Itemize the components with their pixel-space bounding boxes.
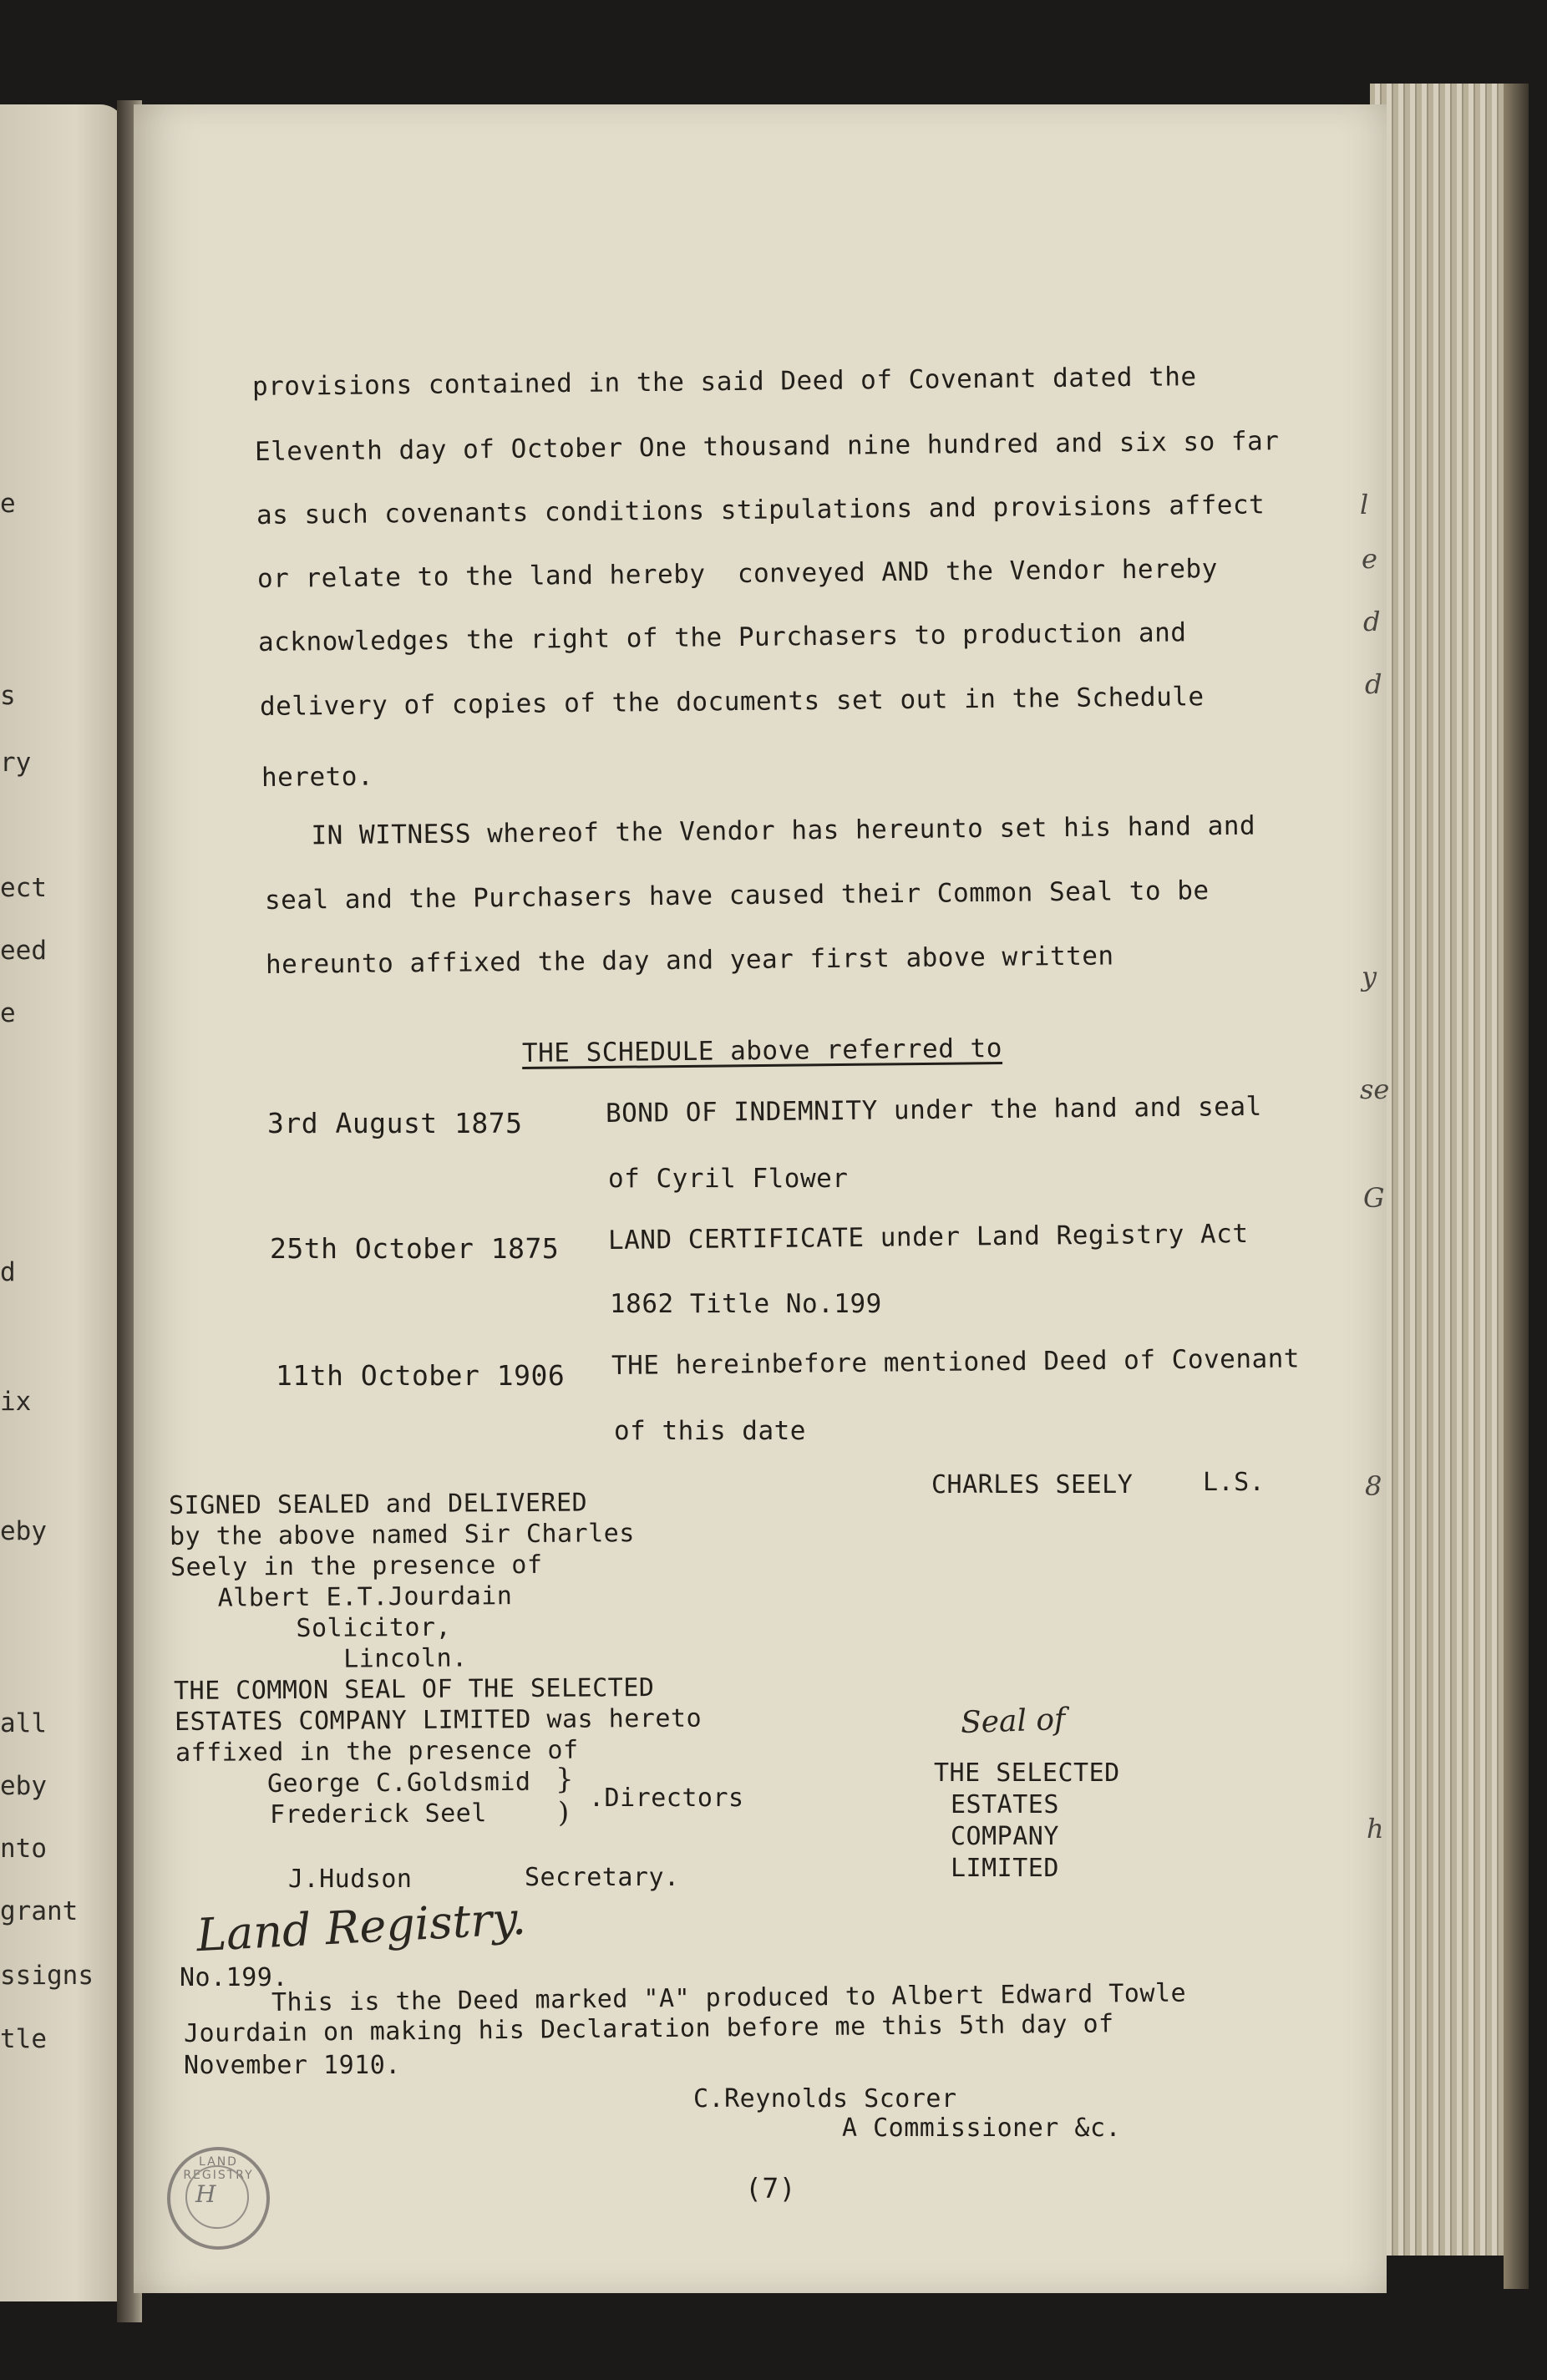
schedule-description: of Cyril Flower (608, 1164, 849, 1194)
schedule-description: of this date (614, 1416, 806, 1446)
body-line: IN WITNESS whereof the Vendor has hereunto set his hand and (262, 810, 1256, 851)
left-page-fragment: ry (0, 748, 32, 778)
body-line: hereunto affixed the day and year first above written (265, 941, 1114, 980)
left-page-fragment: grant (0, 1896, 79, 1926)
document-page (134, 104, 1390, 2293)
seal-line: COMPANY (951, 1822, 1059, 1851)
schedule-date: 3rd August 1875 (267, 1107, 523, 1139)
schedule-description: LAND CERTIFICATE under Land Registry Act (607, 1218, 1249, 1256)
schedule-date: 11th October 1906 (276, 1359, 566, 1392)
signed-line: Albert E.T.Jourdain (170, 1581, 513, 1613)
stamp-text: LAND REGISTRY (183, 2155, 254, 2182)
left-page (0, 104, 125, 2301)
body-line: delivery of copies of the documents set out in the Schedule (259, 682, 1205, 722)
margin-mark: h (1367, 1813, 1384, 1845)
page-number: (7) (745, 2172, 797, 2205)
body-line: Eleventh day of October One thousand nine hundred and six so far (254, 426, 1280, 467)
common-seal-line: THE COMMON SEAL OF THE SELECTED (173, 1672, 655, 1706)
margin-mark: d (1365, 668, 1382, 700)
land-registry-stamp (167, 2147, 270, 2250)
schedule-description: 1862 Title No.199 (610, 1289, 882, 1319)
seal-script: Seal of (960, 1702, 1067, 1741)
schedule-description: THE hereinbefore mentioned Deed of Covenant (611, 1343, 1301, 1381)
left-page-fragment: d (0, 1257, 16, 1287)
director-name: Frederick Seel (269, 1799, 487, 1829)
schedule-description: BOND OF INDEMNITY under the hand and seal (605, 1091, 1262, 1129)
brace-icon: } (555, 1763, 575, 1796)
signed-line: SIGNED SEALED and DELIVERED (168, 1488, 588, 1520)
declaration-line: This is the Deed marked "A" produced to Albert Edward Towle (271, 1978, 1187, 2017)
schedule-title: THE SCHEDULE above referred to (521, 1033, 1003, 1068)
director-name: George C.Goldsmid (266, 1767, 531, 1799)
declaration-line: November 1910. (184, 2051, 401, 2080)
seal-line: THE SELECTED (934, 1758, 1120, 1788)
left-page-fragment: nto (0, 1834, 47, 1864)
left-page-fragment: e (0, 998, 16, 1028)
secretary-label: Secretary. (525, 1863, 680, 1892)
land-registry-script: Land Registry. (195, 1891, 528, 1962)
charles-seely: CHARLES SEELY (931, 1470, 1134, 1500)
page-stack (1370, 84, 1520, 2256)
left-page-fragment: ssigns (0, 1961, 94, 1991)
declaration-line: Jourdain on making his Declaration before me this 5th day of (183, 2009, 1114, 2048)
left-page-fragment: all (0, 1708, 47, 1738)
left-page-fragment: tle (0, 2024, 47, 2054)
signed-line: by the above named Sir Charles (169, 1519, 635, 1551)
body-line: or relate to the land hereby conveyed AND the Vendor hereby (256, 553, 1218, 594)
seal-line: ESTATES (951, 1790, 1059, 1819)
left-page-fragment: eby (0, 1516, 47, 1546)
body-line: seal and the Purchasers have caused their Common Seal to be (264, 875, 1210, 916)
margin-mark: 8 (1365, 1470, 1382, 1502)
body-line: provisions contained in the said Deed of Covenant dated the (251, 362, 1197, 402)
margin-mark: e (1362, 543, 1377, 575)
margin-mark: se (1360, 1073, 1390, 1105)
body-line: hereto. (261, 761, 374, 793)
scorer-name: C.Reynolds Scorer (693, 2084, 957, 2114)
seal-line: LIMITED (951, 1854, 1059, 1883)
margin-mark: l (1360, 489, 1369, 520)
common-seal-line: affixed in the presence of (175, 1735, 579, 1768)
body-line: acknowledges the right of the Purchasers to production and (257, 617, 1187, 657)
common-seal-line: ESTATES COMPANY LIMITED was hereto (174, 1703, 702, 1737)
body-line: as such covenants conditions stipulations and provisions affect (256, 490, 1265, 530)
left-page-fragment: eby (0, 1771, 47, 1801)
left-page-fragment: e (0, 489, 16, 519)
commissioner-label: A Commissioner &c. (842, 2114, 1122, 2143)
margin-mark: y (1362, 961, 1377, 992)
signed-line: Lincoln. (172, 1643, 468, 1675)
signed-line: Solicitor, (171, 1612, 452, 1644)
registry-number: No.199. (180, 1963, 288, 1992)
book-edge (1504, 84, 1529, 2289)
directors-label: .Directors (589, 1784, 744, 1813)
margin-mark: d (1363, 606, 1381, 637)
margin-mark: G (1363, 1182, 1385, 1214)
left-page-fragment: eed (0, 936, 47, 966)
ls-mark: L.S. (1203, 1468, 1265, 1497)
left-page-fragment: ix (0, 1387, 32, 1417)
left-page-fragment: ect (0, 873, 47, 903)
schedule-date: 25th October 1875 (270, 1232, 560, 1265)
hudson-name: J.Hudson (288, 1865, 413, 1894)
brace-icon: ) (558, 1796, 570, 1829)
stamp-mark: H (195, 2180, 216, 2208)
signed-line: Seely in the presence of (170, 1550, 543, 1582)
left-page-fragment: s (0, 681, 16, 711)
